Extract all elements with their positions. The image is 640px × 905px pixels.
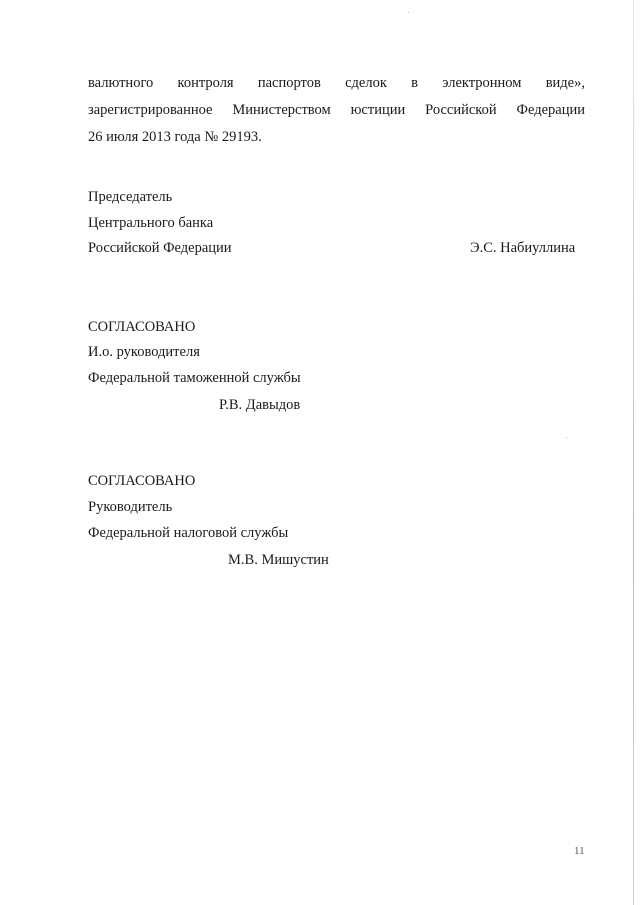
- page-number: 11: [574, 845, 585, 857]
- body-text-line-3: 26 июля 2013 года № 29193.: [88, 129, 262, 145]
- body-text-line-2: [88, 101, 585, 119]
- body-word: электронном: [442, 75, 522, 91]
- body-word: Федерации: [516, 102, 585, 118]
- body-word: Российской: [425, 102, 497, 118]
- approval-customs-title-line-1: И.о. руководителя: [88, 344, 200, 360]
- body-text-line-1: [88, 74, 585, 92]
- body-word: Министерством: [232, 102, 331, 118]
- signatory-title-line-3: Российской Федерации: [88, 240, 232, 256]
- approval-heading: СОГЛАСОВАНО: [88, 319, 196, 335]
- scan-edge-shadow: [633, 0, 634, 905]
- body-word: валютного: [88, 75, 154, 91]
- body-word: в: [411, 75, 418, 91]
- body-word: зарегистрированное: [88, 102, 213, 118]
- approval-tax-title-line-1: Руководитель: [88, 499, 173, 515]
- approval-tax-title-line-2: Федеральной налоговой службы: [88, 525, 289, 541]
- body-word: контроля: [177, 75, 234, 91]
- approval-customs-name: Р.В. Давыдов: [219, 397, 301, 413]
- body-word: юстиции: [350, 102, 406, 118]
- body-word: паспортов: [257, 75, 321, 91]
- approval-customs-title-line-2: Федеральной таможенной службы: [88, 370, 301, 386]
- body-word: виде»,: [545, 75, 585, 91]
- approval-tax-name: М.В. Мишустин: [228, 552, 329, 568]
- approval-heading: СОГЛАСОВАНО: [88, 473, 196, 489]
- scan-speck: [408, 12, 409, 13]
- signatory-name: Э.С. Набиуллина: [470, 240, 576, 256]
- body-word: сделок: [345, 75, 387, 91]
- signatory-title-line-2: Центрального банка: [88, 215, 214, 231]
- scan-speck: [566, 437, 567, 438]
- signatory-title-line-1: Председатель: [88, 189, 173, 205]
